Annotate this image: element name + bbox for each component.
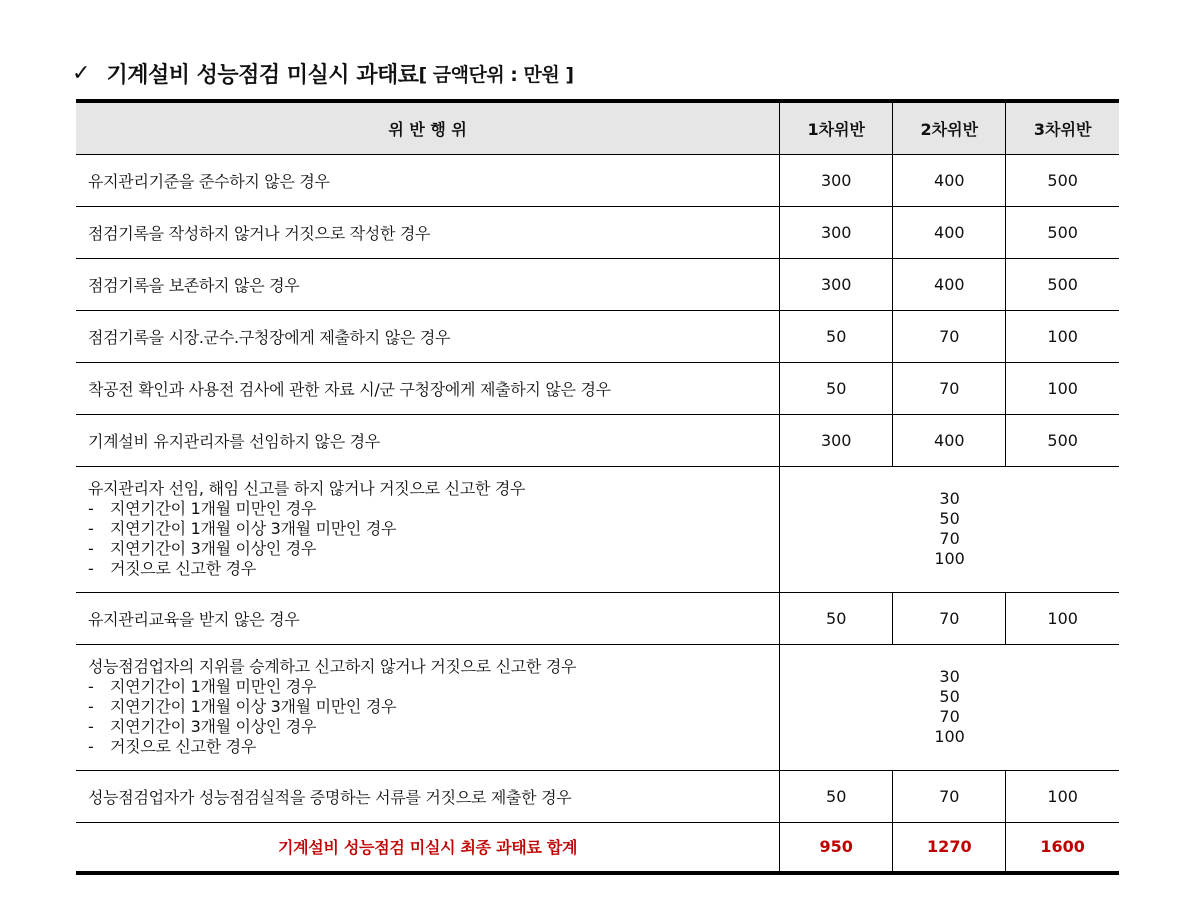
sub-item: - 지연기간이 1개월 이상 3개월 미만인 경우 [88,519,397,538]
row-third: 500 [1006,414,1119,466]
row-third: 100 [1006,362,1119,414]
row-second: 400 [893,414,1006,466]
merged-value: 30 [939,489,960,508]
sub-item: - 지연기간이 1개월 미만인 경우 [88,499,317,518]
fine-table [76,99,1119,875]
header-violation: 위 반 행 위 [76,101,780,154]
table-row [76,310,1119,362]
table-row-merged-succession [76,644,1119,770]
header-second: 2차위반 [893,101,1006,154]
merged-main-desc: 성능점검업자의 지위를 승계하고 신고하지 않거나 거짓으로 신고한 경우 [88,657,577,676]
total-row [76,822,1119,873]
row-first: 50 [780,310,893,362]
table-row [76,414,1119,466]
title-unit: [ 금액단위 : 만원 ] [418,63,574,86]
table-row [76,362,1119,414]
table-row [76,206,1119,258]
row-second: 70 [893,310,1006,362]
row-third: 100 [1006,310,1119,362]
row-second: 70 [893,592,1006,644]
merged-value: 50 [939,509,960,528]
row-desc: 점검기록을 작성하지 않거나 거짓으로 작성한 경우 [76,206,780,258]
row-third: 100 [1006,770,1119,822]
row-desc [76,644,780,770]
row-second: 400 [893,258,1006,310]
row-second: 400 [893,154,1006,206]
row-desc: 착공전 확인과 사용전 검사에 관한 자료 시/군 구청장에게 제출하지 않은 경우 [76,362,780,414]
row-third: 500 [1006,206,1119,258]
merged-value: 100 [934,727,965,746]
row-first: 300 [780,154,893,206]
total-first: 950 [780,822,893,873]
merged-value: 100 [934,549,965,568]
row-first: 50 [780,592,893,644]
row-second: 400 [893,206,1006,258]
total-third: 1600 [1006,822,1119,873]
table-row [76,258,1119,310]
row-desc: 점검기록을 보존하지 않은 경우 [76,258,780,310]
sub-item: - 지연기간이 1개월 미만인 경우 [88,677,317,696]
check-mark-icon: ✓ [72,60,91,86]
row-third: 500 [1006,258,1119,310]
table-row [76,592,1119,644]
sub-item: - 지연기간이 3개월 이상인 경우 [88,717,317,736]
row-first: 300 [780,258,893,310]
total-second: 1270 [893,822,1006,873]
sub-item: - 지연기간이 1개월 이상 3개월 미만인 경우 [88,697,397,716]
table-row [76,770,1119,822]
merged-main-desc: 유지관리자 선임, 해임 신고를 하지 않거나 거짓으로 신고한 경우 [88,479,526,498]
row-desc: 기계설비 유지관리자를 선임하지 않은 경우 [76,414,780,466]
row-desc: 점검기록을 시장.군수.구청장에게 제출하지 않은 경우 [76,310,780,362]
header-first: 1차위반 [780,101,893,154]
header-third: 3차위반 [1006,101,1119,154]
row-first: 300 [780,206,893,258]
merged-value: 30 [939,667,960,686]
row-first: 50 [780,770,893,822]
page-title [72,56,574,90]
merged-values [780,466,1119,592]
row-third: 500 [1006,154,1119,206]
row-second: 70 [893,362,1006,414]
table-row-merged-manager-report [76,466,1119,592]
merged-value: 50 [939,687,960,706]
sub-item: - 지연기간이 3개월 이상인 경우 [88,539,317,558]
row-desc: 유지관리교육을 받지 않은 경우 [76,592,780,644]
merged-value: 70 [939,529,960,548]
row-first: 50 [780,362,893,414]
merged-value: 70 [939,707,960,726]
row-third: 100 [1006,592,1119,644]
table-row [76,154,1119,206]
merged-values [780,644,1119,770]
sub-item: - 거짓으로 신고한 경우 [88,559,256,578]
table-header-row [76,101,1119,154]
row-second: 70 [893,770,1006,822]
total-label: 기계설비 성능점검 미실시 최종 과태료 합계 [76,822,780,873]
row-desc [76,466,780,592]
sub-item: - 거짓으로 신고한 경우 [88,737,256,756]
row-desc: 유지관리기준을 준수하지 않은 경우 [76,154,780,206]
title-text: 기계설비 성능점검 미실시 과태료 [106,62,419,88]
row-first: 300 [780,414,893,466]
row-desc: 성능점검업자가 성능점검실적을 증명하는 서류를 거짓으로 제출한 경우 [76,770,780,822]
